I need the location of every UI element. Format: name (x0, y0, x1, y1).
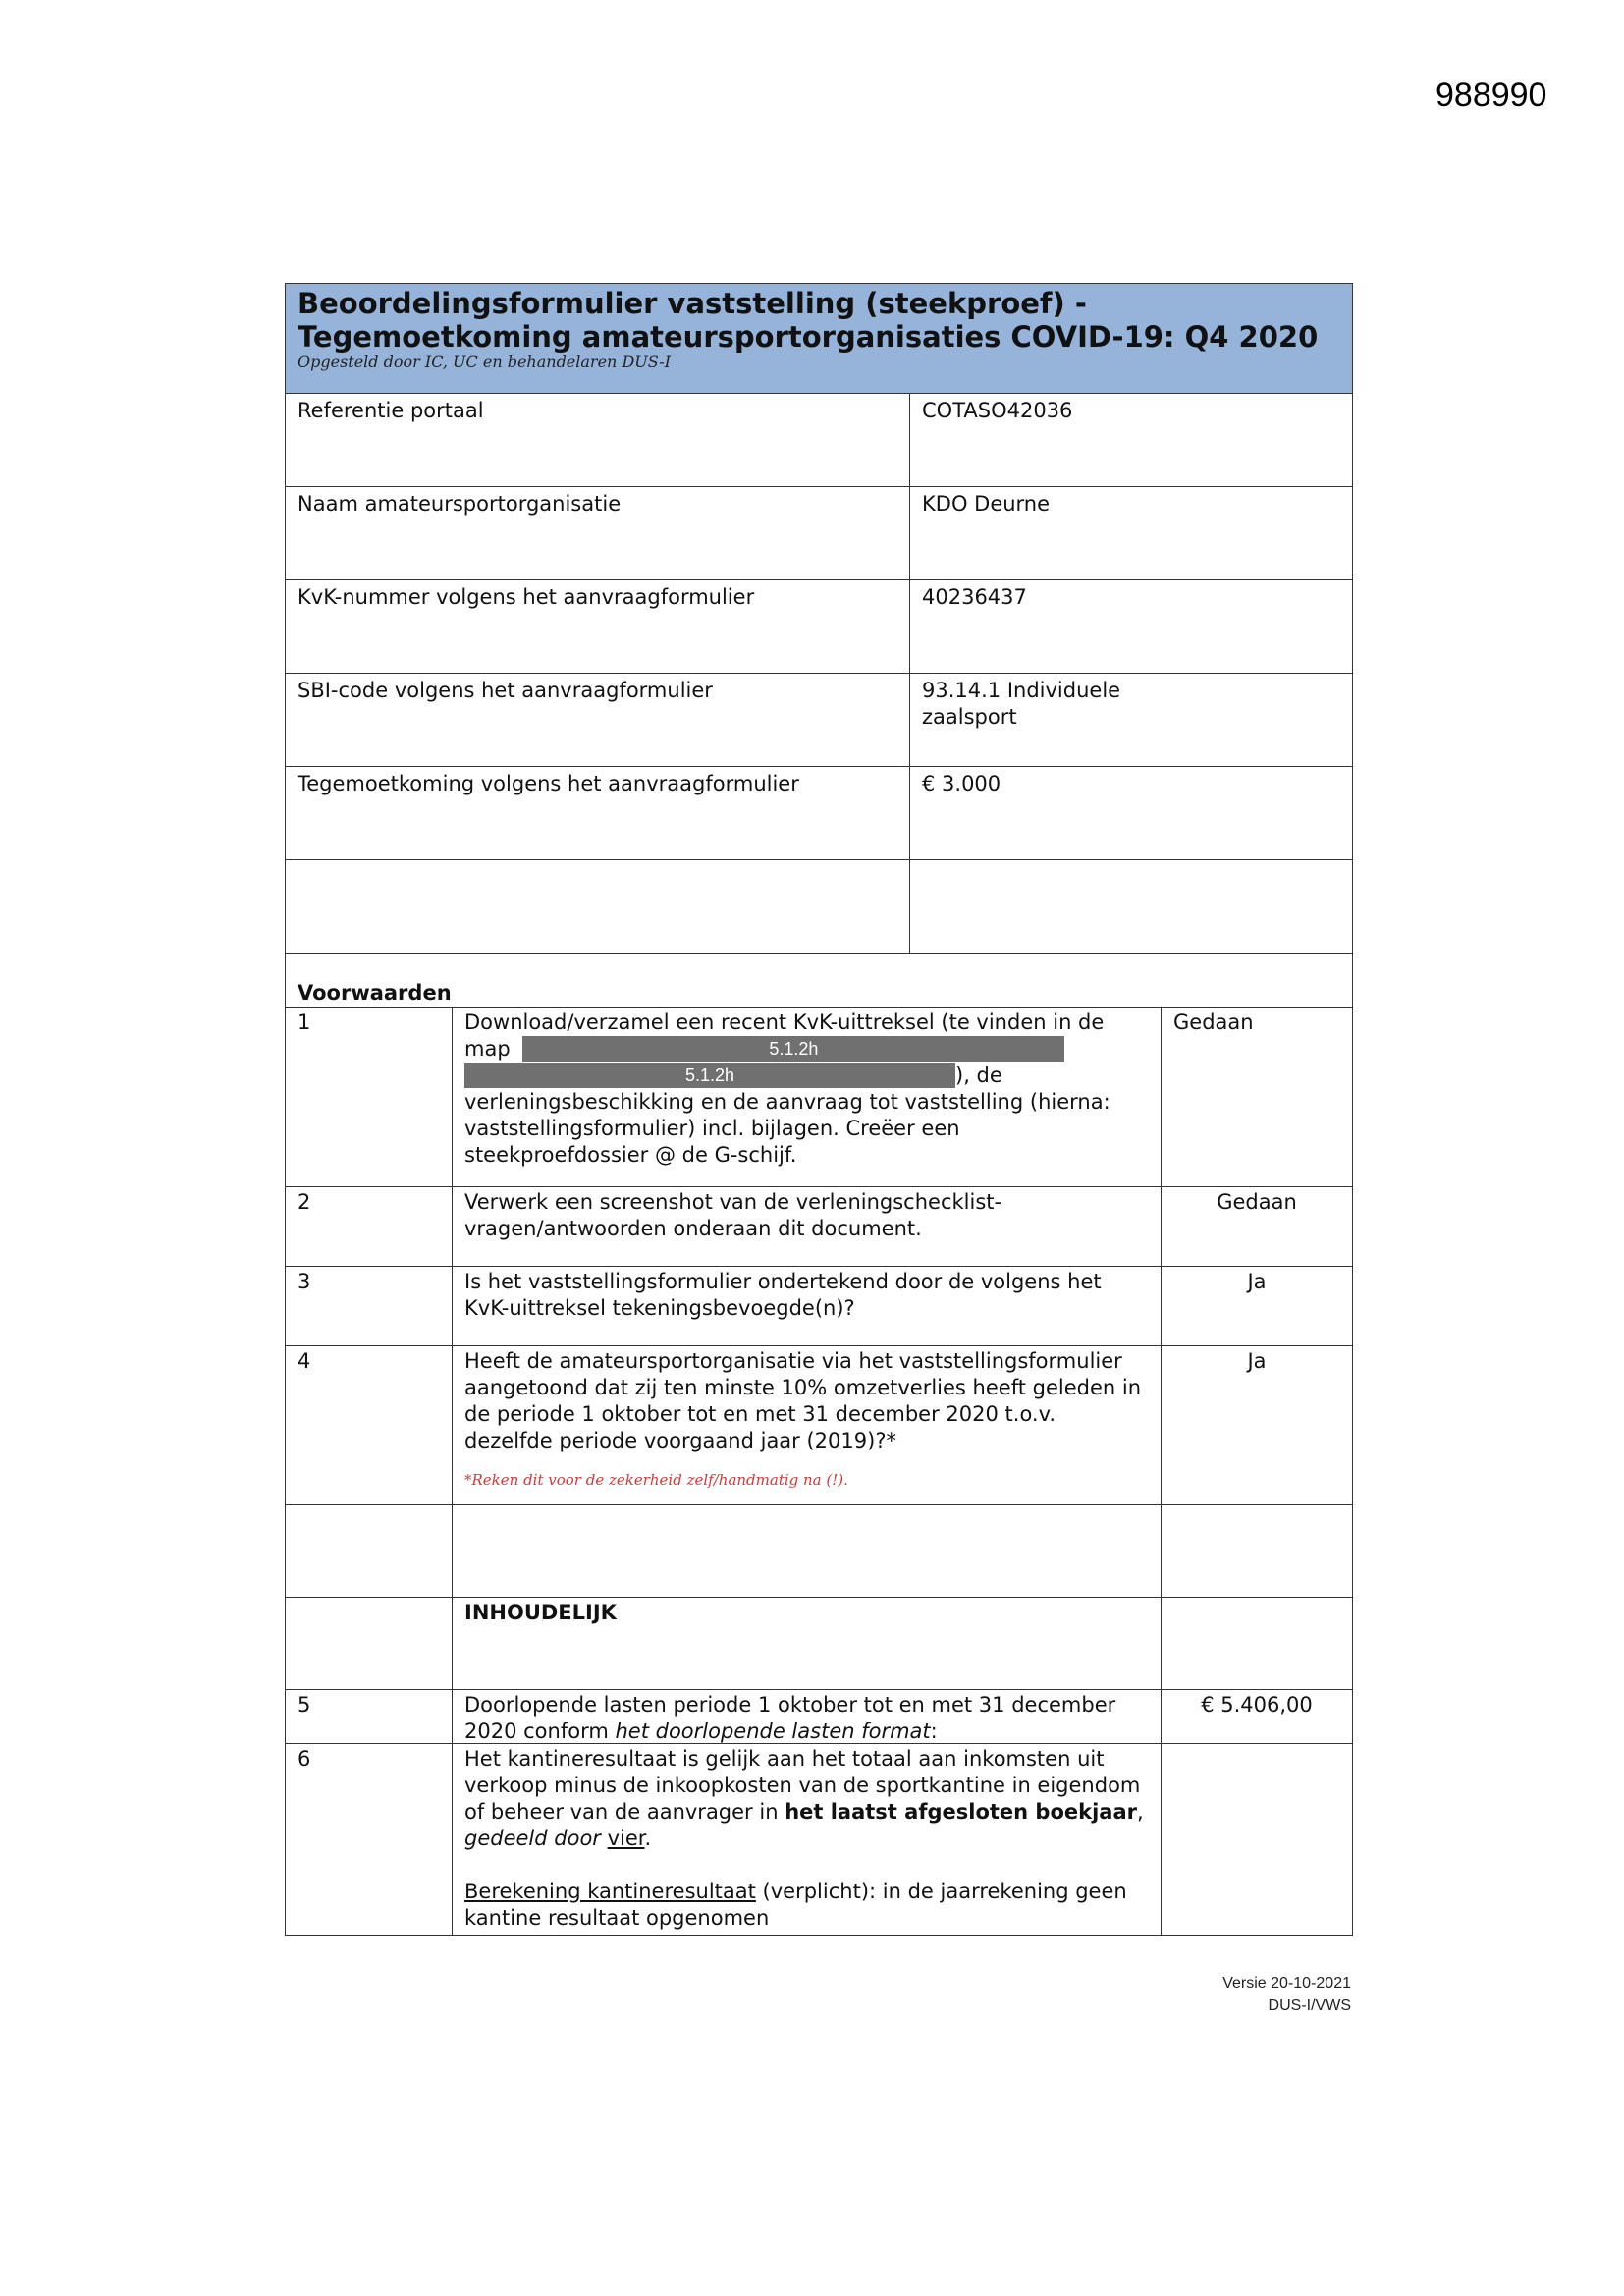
row-text-line (464, 1063, 1149, 1089)
row-text-underline: Berekening kantineresultaat (464, 1880, 756, 1903)
info-row-kvk (286, 580, 1352, 674)
info-label: Referentie portaal (286, 394, 910, 486)
row-answer: € 5.406,00 (1201, 1693, 1313, 1717)
redaction-block: 5.1.2h (464, 1063, 955, 1088)
condition-row-3 (286, 1267, 1352, 1346)
info-value: COTASO42036 (922, 399, 1073, 422)
row-text-map: map (464, 1037, 511, 1061)
row-text-fragment: . (644, 1827, 652, 1850)
empty-row (286, 1505, 1352, 1598)
row-number: 5 (286, 1690, 453, 1743)
info-value (910, 674, 1352, 766)
row-answer (1162, 1598, 1352, 1689)
info-row-amount (286, 767, 1352, 860)
content-row-6 (286, 1744, 1352, 1935)
row-text-bold: het laatst afgesloten boekjaar (785, 1800, 1137, 1824)
form-header (286, 284, 1352, 394)
info-value (910, 860, 1352, 953)
row-text-italic: het doorlopende lasten format (615, 1720, 931, 1743)
row-answer: Ja (1247, 1349, 1267, 1373)
row-text-paragraph: verleningsbeschikking en de aanvraag tot vaststelling (hierna: vaststellingsformulier) incl. bijlagen. Creëer een steekproefdossier @ de G-schijf. (464, 1090, 1110, 1167)
footer-version: Versie 20-10-2021 (1222, 1975, 1351, 1992)
row-number: 1 (286, 1008, 453, 1186)
condition-row-1 (286, 1008, 1352, 1187)
info-label: SBI-code volgens het aanvraagformulier (286, 674, 910, 766)
row-text-paragraph: Heeft de amateursportorganisatie via het vaststellingsformulier aangetoond dat zij ten minste 10% omzetverlies heeft geleden in de periode 1 oktober tot en met 31 december 2020 t.o.v. dezelfde periode voorgaand jaar (2019)?* (464, 1349, 1142, 1452)
row-text-paragraph (464, 1879, 1149, 1932)
row-text-fragment (601, 1827, 608, 1850)
row-text (453, 1346, 1162, 1504)
row-text (453, 1008, 1162, 1186)
row-text-underline: vier (607, 1827, 645, 1850)
info-value: KDO Deurne (922, 492, 1051, 516)
row-number: 6 (286, 1744, 453, 1935)
assessment-form (285, 283, 1353, 1936)
document-number: 988990 (1435, 77, 1547, 114)
row-text-italic: gedeeld door (464, 1827, 601, 1850)
row-text-fragment: : (930, 1720, 938, 1743)
version-footer (1159, 1972, 1351, 2017)
form-title-line1: Beoordelingsformulier vaststelling (steekproef) - (298, 287, 1087, 320)
row-number: 4 (286, 1346, 453, 1504)
info-value: € 3.000 (922, 772, 1001, 795)
content-row-5 (286, 1690, 1352, 1744)
form-title-line2: Tegemoetkoming amateursportorganisaties COVID-19: Q4 2020 (298, 320, 1319, 354)
row-number: 2 (286, 1187, 453, 1266)
condition-row-2 (286, 1187, 1352, 1267)
row-answer (1162, 1505, 1352, 1597)
section-row-inhoudelijk (286, 1598, 1352, 1690)
row-text-fragment: Doorlopende lasten periode 1 oktober tot en met 31 december 2020 conform (464, 1693, 1116, 1743)
section-heading-voorwaarden: Voorwaarden (286, 954, 1352, 1008)
row-text: Is het vaststellingsformulier ondertekend door de volgens het KvK-uittreksel tekeningsbevoegde(n)? (453, 1267, 1162, 1345)
row-text (453, 1505, 1162, 1597)
row-answer: Ja (1247, 1270, 1267, 1293)
row-text-fragment: , (1136, 1800, 1144, 1824)
row-text (453, 1744, 1162, 1935)
info-value: 40236437 (922, 585, 1027, 609)
row-text-line: Download/verzamel een recent KvK-uittreksel (te vinden in de (464, 1011, 1105, 1034)
info-row-empty (286, 860, 1352, 954)
info-value-line1: 93.14.1 Individuele (922, 679, 1121, 702)
section-heading-inhoudelijk: INHOUDELIJK (453, 1598, 1162, 1689)
info-row-organisation (286, 487, 1352, 580)
row-note: *Reken dit voor de zekerheid zelf/handmatig na (!). (464, 1471, 848, 1489)
info-label: Naam amateursportorganisatie (286, 487, 910, 579)
row-answer (1162, 1744, 1352, 1935)
row-text-fragment: (verplicht): in de jaarrekening geen kantine resultaat opgenomen (464, 1880, 1127, 1930)
redaction-block: 5.1.2h (522, 1036, 1064, 1062)
row-text-paragraph (464, 1746, 1149, 1852)
row-answer: Gedaan (1173, 1011, 1254, 1034)
footer-department: DUS-I/VWS (1268, 1997, 1351, 2014)
info-label: Tegemoetkoming volgens het aanvraagformulier (286, 767, 910, 859)
row-number: 3 (286, 1267, 453, 1345)
row-text (453, 1690, 1162, 1743)
row-answer: Gedaan (1217, 1190, 1297, 1214)
row-text-fragment: ), de (955, 1064, 1002, 1087)
row-number (286, 1505, 453, 1597)
info-row-sbi (286, 674, 1352, 767)
info-value-line2: zaalsport (922, 705, 1017, 729)
info-label: KvK-nummer volgens het aanvraagformulier (286, 580, 910, 673)
row-text: Verwerk een screenshot van de verleningschecklist-vragen/antwoorden onderaan dit document. (453, 1187, 1162, 1266)
form-subtitle: Opgesteld door IC, UC en behandelaren DUS-I (298, 353, 672, 371)
condition-row-4 (286, 1346, 1352, 1505)
row-text-fragment: Het kantineresultaat is gelijk aan het totaal aan inkomsten uit verkoop minus de inkoopkosten van de sportkantine in eigendom of beheer van de aanvrager in (464, 1747, 1141, 1824)
row-number (286, 1598, 453, 1689)
info-row-reference (286, 394, 1352, 487)
row-text-line (464, 1036, 1149, 1063)
info-label (286, 860, 910, 953)
